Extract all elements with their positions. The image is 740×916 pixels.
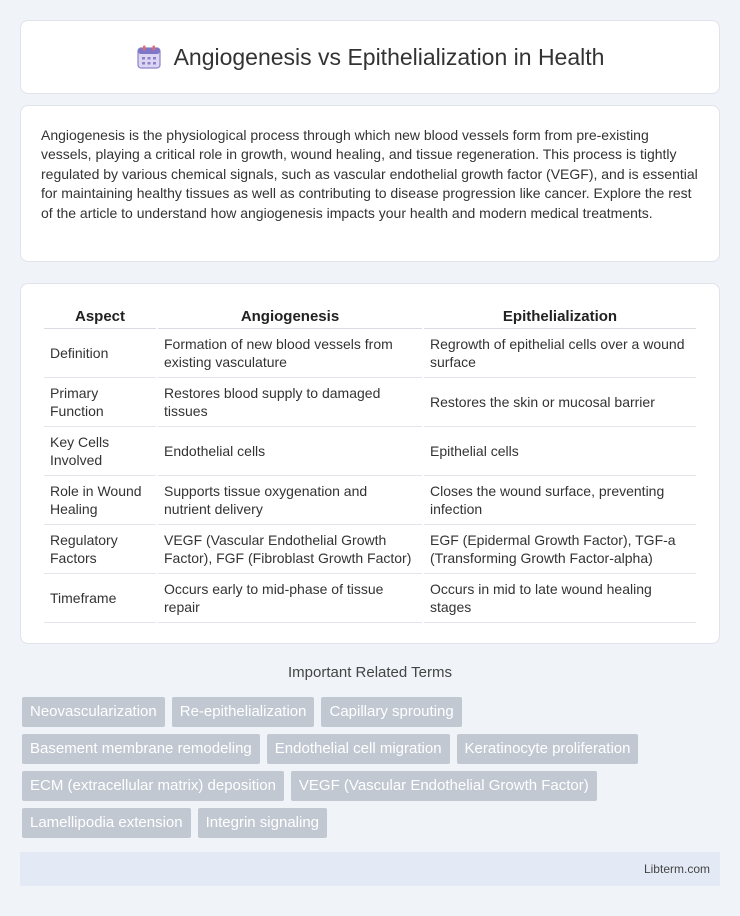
table-cell: Formation of new blood vessels from existing vasculature xyxy=(158,329,422,378)
tag-row xyxy=(22,734,638,764)
intro-card xyxy=(20,105,720,262)
table-cell: Regulatory Factors xyxy=(44,525,156,574)
header-epithelialization: Epithelialization xyxy=(424,304,696,329)
header-aspect: Aspect xyxy=(44,304,156,329)
table-cell: Epithelial cells xyxy=(424,427,696,476)
table-row xyxy=(44,378,696,427)
table-cell: Endothelial cells xyxy=(158,427,422,476)
tag-neovascularization[interactable]: Neovascularization xyxy=(22,697,165,727)
table-row xyxy=(44,525,696,574)
tag-keratinocyte-proliferation[interactable]: Keratinocyte proliferation xyxy=(457,734,639,764)
comparison-table-card xyxy=(20,283,720,644)
table-row xyxy=(44,427,696,476)
footer-site-link[interactable]: Libterm.com xyxy=(643,862,710,876)
table-cell: Primary Function xyxy=(44,378,156,427)
table-row xyxy=(44,574,696,623)
tag-row xyxy=(22,808,327,838)
tag-integrin-signaling[interactable]: Integrin signaling xyxy=(198,808,327,838)
tag-ecm-deposition[interactable]: ECM (extracellular matrix) deposition xyxy=(22,771,284,801)
table-cell: Restores the skin or mucosal barrier xyxy=(424,378,696,427)
table-cell: Restores blood supply to damaged tissues xyxy=(158,378,422,427)
table-header-row xyxy=(44,304,696,329)
header-card xyxy=(20,20,720,94)
table-cell: EGF (Epidermal Growth Factor), TGF-a (Transforming Growth Factor-alpha) xyxy=(424,525,696,574)
comparison-table xyxy=(42,304,698,623)
table-cell: Closes the wound surface, preventing infection xyxy=(424,476,696,525)
tag-vegf[interactable]: VEGF (Vascular Endothelial Growth Factor) xyxy=(291,771,597,801)
tag-basement-membrane-remodeling[interactable]: Basement membrane remodeling xyxy=(22,734,260,764)
tag-endothelial-cell-migration[interactable]: Endothelial cell migration xyxy=(267,734,450,764)
table-cell: Occurs in mid to late wound healing stages xyxy=(424,574,696,623)
table-row xyxy=(44,476,696,525)
calendar-icon xyxy=(136,44,162,70)
table-cell: Key Cells Involved xyxy=(44,427,156,476)
tag-re-epithelialization[interactable]: Re-epithelialization xyxy=(172,697,315,727)
table-cell: Occurs early to mid-phase of tissue repair xyxy=(158,574,422,623)
table-cell: Regrowth of epithelial cells over a wound surface xyxy=(424,329,696,378)
table-cell: Timeframe xyxy=(44,574,156,623)
table-cell: Supports tissue oxygenation and nutrient delivery xyxy=(158,476,422,525)
tag-row xyxy=(22,771,597,801)
tag-lamellipodia-extension[interactable]: Lamellipodia extension xyxy=(22,808,191,838)
table-row xyxy=(44,329,696,378)
page-title: Angiogenesis vs Epithelialization in Health xyxy=(173,43,605,70)
footer xyxy=(20,852,720,886)
tag-capillary-sprouting[interactable]: Capillary sprouting xyxy=(321,697,461,727)
table-cell: Role in Wound Healing xyxy=(44,476,156,525)
related-terms-title: Important Related Terms xyxy=(288,664,452,681)
header-angiogenesis: Angiogenesis xyxy=(158,304,422,329)
tag-row xyxy=(22,697,462,727)
table-cell: Definition xyxy=(44,329,156,378)
intro-text: Angiogenesis is the physiological process through which new blood vessels form from pre-existing vessels, playing a critical role in growth, wound healing, and tissue regeneration. This process is tightly regulated by various chemical signals, such as vascular endothelial growth factor (VEGF), and is essential for maintaining healthy tissues as well as contributing to disease progression like cancer. Explore the rest of the article to understand how angiogenesis impacts your health and modern medical treatments. xyxy=(41,127,698,221)
table-cell: VEGF (Vascular Endothelial Growth Factor), FGF (Fibroblast Growth Factor) xyxy=(158,525,422,574)
